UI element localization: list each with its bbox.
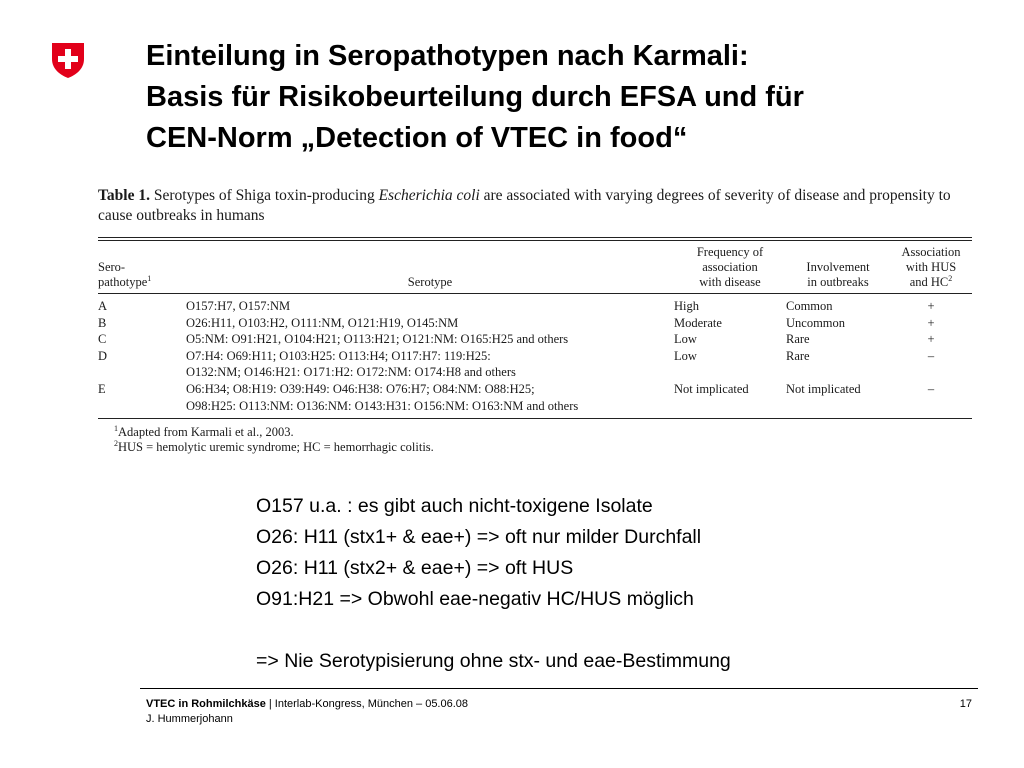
cell-frequency: High [674,299,699,313]
cell-serotype: O7:H4: O69:H11; O103:H25: O113:H4; O117:H7: 119:H25: [186,348,491,363]
cell-pathotype [98,365,186,382]
footer-event: | Interlab-Kongress, München – 05.06.08 [265,698,469,710]
table-top-rule [98,237,972,241]
cell-serotype: O157:H7, O157:NM [186,299,291,313]
table-row [98,399,972,419]
cell-hus: – [927,348,935,363]
header-serotype: Serotype [407,275,453,289]
footer [146,697,468,727]
cell-pathotype [98,399,186,419]
cell-hus: – [927,381,935,396]
cell-pathotype: C [98,332,107,347]
note-line: O26: H11 (stx1+ & eae+) => oft nur milder Durchfall [256,526,702,548]
table-row [98,365,972,382]
table-header-row [98,245,972,294]
title-line-2: Basis für Risikobeurteilung durch EFSA und für [146,81,804,113]
cell-serotype: O132:NM; O146:H21: O171:H2: O172:NM: O174:H8 and others [186,365,516,380]
note-line: O157 u.a. : es gibt auch nicht-toxigene Isolate [256,495,653,517]
cell-hus: + [927,315,935,330]
title-line-3: CEN-Norm „Detection of VTEC in food“ [146,122,688,154]
header-pathotype: Sero- pathotype$^1$ [98,260,152,289]
table-caption-post: are associated with varying degrees of severity of disease and propensity to cause outbreaks in humans [98,187,951,224]
cell-involvement: Not implicated [786,381,861,396]
cell-hus: + [927,332,935,347]
footer-presentation-title: VTEC in Rohmilchkäse [146,698,266,710]
table-row [98,349,972,366]
serotype-table-figure [98,186,972,455]
cell-involvement: Rare [786,332,810,347]
cell-frequency: Low [674,332,697,347]
table-row [98,294,972,316]
header-frequency: Frequency of association with disease [696,245,764,289]
cell-involvement: Rare [786,348,810,363]
cell-hus [890,399,972,419]
footnote-2: $^2$HUS = hemolytic uremic syndrome; HC = hemorrhagic colitis. [114,439,434,455]
table-caption-label: Table 1. [98,187,150,204]
swiss-cross-shield-icon [50,41,86,79]
cell-serotype: O26:H11, O103:H2, O111:NM, O121:H19, O145:NM [186,315,459,330]
header-involvement: Involvement in outbreaks [806,260,870,289]
cell-frequency: Moderate [674,315,722,330]
cell-hus: + [927,299,935,313]
notes-block [256,491,956,677]
cell-involvement: Uncommon [786,315,846,330]
slide-title [146,36,986,159]
footer-divider [140,688,978,689]
cell-pathotype: B [98,315,107,330]
table-row [98,382,972,399]
footer-author: J. Hummerjohann [146,713,233,725]
footnote-1: $^1$Adapted from Karmali et al., 2003. [114,424,294,440]
table-caption [98,186,972,226]
table-caption-italic: Escherichia coli [378,187,480,204]
cell-involvement [786,365,890,382]
title-line-1: Einteilung in Seropathotypen nach Karmali: [146,40,749,72]
page-number: 17 [959,698,972,710]
cell-frequency: Low [674,348,697,363]
cell-involvement: Common [786,299,833,313]
table-caption-pre: Serotypes of Shiga toxin-producing [149,187,379,204]
cell-pathotype: A [98,299,108,313]
serotype-table [98,245,972,418]
cell-frequency [674,399,786,419]
note-line: O26: H11 (stx2+ & eae+) => oft HUS [256,557,574,579]
cell-involvement [786,399,890,419]
table-row [98,332,972,349]
cell-pathotype: D [98,348,108,363]
cell-frequency [674,365,786,382]
table-row [98,316,972,333]
cell-serotype: O5:NM: O91:H21, O104:H21; O113:H21; O121:NM: O165:H25 and others [186,332,569,347]
cell-serotype: O98:H25: O113:NM: O136:NM: O143:H31: O156:NM: O163:NM and others [186,398,579,413]
cell-serotype: O6:H34; O8:H19: O39:H49: O46:H38: O76:H7; O84:NM: O88:H25; [186,381,535,396]
header-hus-association: Association with HUS and $HC^2$ [901,245,961,289]
cell-hus [890,365,972,382]
note-line: O91:H21 => Obwohl eae-negativ HC/HUS möglich [256,588,694,610]
table-bottom-rule [98,418,972,419]
cell-frequency: Not implicated [674,381,749,396]
cell-pathotype: E [98,381,106,396]
note-conclusion: => Nie Serotypisierung ohne stx- und eae-Bestimmung [256,650,731,672]
table-footnotes [98,425,972,455]
